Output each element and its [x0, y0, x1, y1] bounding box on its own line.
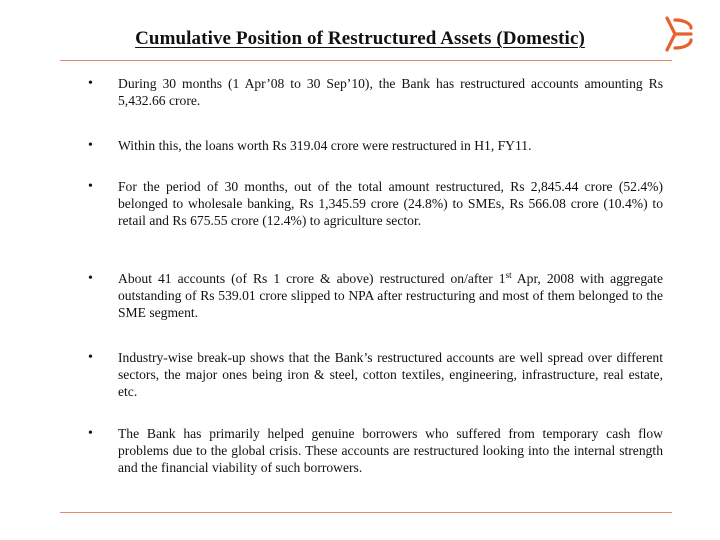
bullet-item — [88, 349, 663, 400]
bullet-item — [88, 137, 663, 154]
bullet-text: During 30 months (1 Apr’08 to 30 Sep’10), the Bank has restructured accounts amounting Rs 5,432.66 crore. — [118, 76, 663, 108]
bullet-item — [88, 178, 663, 229]
bullet-text-part: About 41 accounts (of Rs 1 crore & above) restructured on/after 1 — [118, 271, 506, 286]
bullet-text — [118, 270, 663, 321]
bullet-marker: • — [88, 76, 93, 91]
bullet-marker: • — [88, 138, 93, 153]
bullet-text: The Bank has primarily helped genuine borrowers who suffered from temporary cash flow problems due to the global crisis. These accounts are restructured looking into the internal strength and the financial viability of such borrowers. — [118, 426, 663, 475]
top-divider — [60, 60, 672, 61]
bank-of-baroda-logo-icon — [661, 14, 695, 54]
bullet-marker: • — [88, 179, 93, 194]
bullet-marker: • — [88, 350, 93, 365]
bottom-divider — [60, 512, 672, 513]
bullet-text: Within this, the loans worth Rs 319.04 crore were restructured in H1, FY11. — [118, 138, 532, 153]
bullet-item — [88, 270, 663, 321]
bullet-marker: • — [88, 271, 93, 286]
bullet-item — [88, 425, 663, 476]
bullet-text: Industry-wise break-up shows that the Bank’s restructured accounts are well spread over different sectors, the major ones being iron & steel, cotton textiles, engineering, infrastructure, real estate, etc. — [118, 350, 663, 399]
bullet-item — [88, 75, 663, 109]
bullet-text-part: Apr, 2008 with aggregate outstanding of Rs 539.01 crore slipped to NPA after restructuring and most of them belonged to the SME segment. — [118, 271, 663, 320]
ordinal-superscript: st — [505, 270, 512, 280]
slide-title: Cumulative Position of Restructured Assets (Domestic) — [135, 28, 585, 49]
bullet-marker: • — [88, 426, 93, 441]
bullet-text: For the period of 30 months, out of the total amount restructured, Rs 2,845.44 crore (52.4%) belonged to wholesale banking, Rs 1,345.59 crore (24.8%) to SMEs, Rs 566.08 crore (10.4%) to retail and Rs 675.55 crore (12.4%) to agriculture sector. — [118, 179, 663, 228]
